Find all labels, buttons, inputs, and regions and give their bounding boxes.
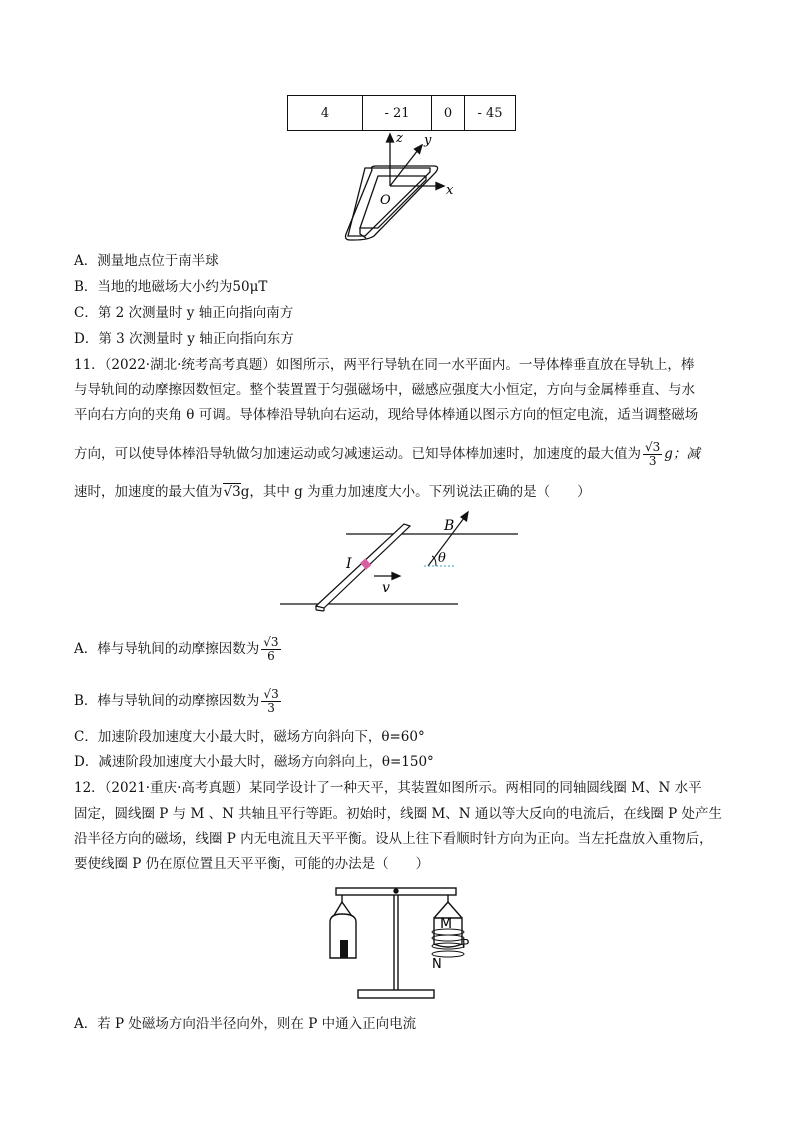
fraction-denominator: 6 [267,649,275,663]
coil-p-label: P [462,937,470,951]
text-segment: g；减 [664,446,700,462]
question-12-line: 要使线圈 P 仍在原位置且天平平衡，可能的办法是（ ） [74,856,430,872]
question-12-line: 沿半径方向的磁场，线圈 P 内无电流且天平平衡。设从上往下看顺时针方向为正向。当左托盘放入重物后， [74,831,713,847]
table-cell: 0 [432,96,465,131]
rail-rod-figure [278,510,528,612]
question-11-line: 平向右方向的夹角 θ 可调。导体棒沿导轨向右运动，现给导体棒通以图示方向的恒定电流，适当调整磁场 [74,407,699,423]
question-11-line: 11．（2022·湖北·统考高考真题）如图所示，两平行导轨在同一水平面内。一导体棒垂直放在导轨上，棒 [74,357,695,373]
table-row [288,96,516,131]
question-12-line: 12．（2021·重庆·高考真题）某同学设计了一种天平，其装置如图所示。两相同的同轴圆线圈 M、N 水平 [74,780,702,796]
fraction [261,688,280,715]
table-cell: 4 [288,96,363,131]
coil-m-label: M [440,916,453,932]
fraction-denominator: 3 [267,701,275,715]
fraction [643,441,662,468]
text-segment: 方向，可以使导体棒沿导轨做匀加速运动或匀减速运动。已知导体棒加速时，加速度的最大值为 [74,446,641,462]
theta-label: θ [438,551,446,566]
question-11-line [74,441,700,468]
x-axis-label: x [446,183,454,198]
text-segment: 速时，加速度的最大值为 [74,484,223,500]
measurement-table [287,95,516,131]
fraction-denominator: 3 [648,454,657,468]
option-d: D．减速阶段加速度大小最大时，磁场方向斜向上，θ=150° [74,754,434,770]
sqrt-symbol: √3 [223,484,241,500]
question-11-line [74,483,591,501]
question-12-line: 固定，圆线圈 P 与 M 、N 共轴且平行等距。初始时，线圈 M、N 通以等大反向的电流后，在线圈 P 处产生 [74,806,723,822]
question-11-line: 与导轨间的动摩擦因数恒定。整个装置置于匀强磁场中，磁感应强度大小恒定，方向与金属棒垂直、与水 [74,382,695,398]
option-d: D．第 3 次测量时 y 轴正向指向东方 [74,331,294,347]
text-segment: g，其中 g 为重力加速度大小。下列说法正确的是（ ） [240,484,591,500]
fraction-numerator: √3 [263,687,279,701]
b-label: B [444,518,455,534]
balance-figure [322,880,472,1004]
text-segment: B．棒与导轨间的动摩擦因数为 [74,693,260,709]
y-axis-label: y [424,133,432,148]
option-a [74,636,283,663]
text-segment: A．棒与导轨间的动摩擦因数为 [74,641,260,657]
option-b: B．当地的地磁场大小约为50μT [74,279,268,295]
table-cell: - 45 [465,96,516,131]
z-axis-label: z [396,131,403,146]
origin-label: O [380,193,391,208]
phone-axes-figure [330,128,480,243]
option-b [74,688,283,715]
option-a: A．测量地点位于南半球 [74,253,219,269]
option-c: C．第 2 次测量时 y 轴正向指向南方 [74,305,294,321]
fraction [261,636,280,663]
table-cell: - 21 [363,96,432,131]
option-c: C．加速阶段加速度大小最大时，磁场方向斜向下，θ=60° [74,729,425,745]
current-label: I [346,556,352,572]
fraction-numerator: √3 [645,440,661,454]
option-a: A．若 P 处磁场方向沿半径向外，则在 P 中通入正向电流 [74,1016,417,1032]
fraction-numerator: √3 [263,635,279,649]
velocity-label: v [382,580,390,596]
coil-n-label: N [432,957,442,972]
